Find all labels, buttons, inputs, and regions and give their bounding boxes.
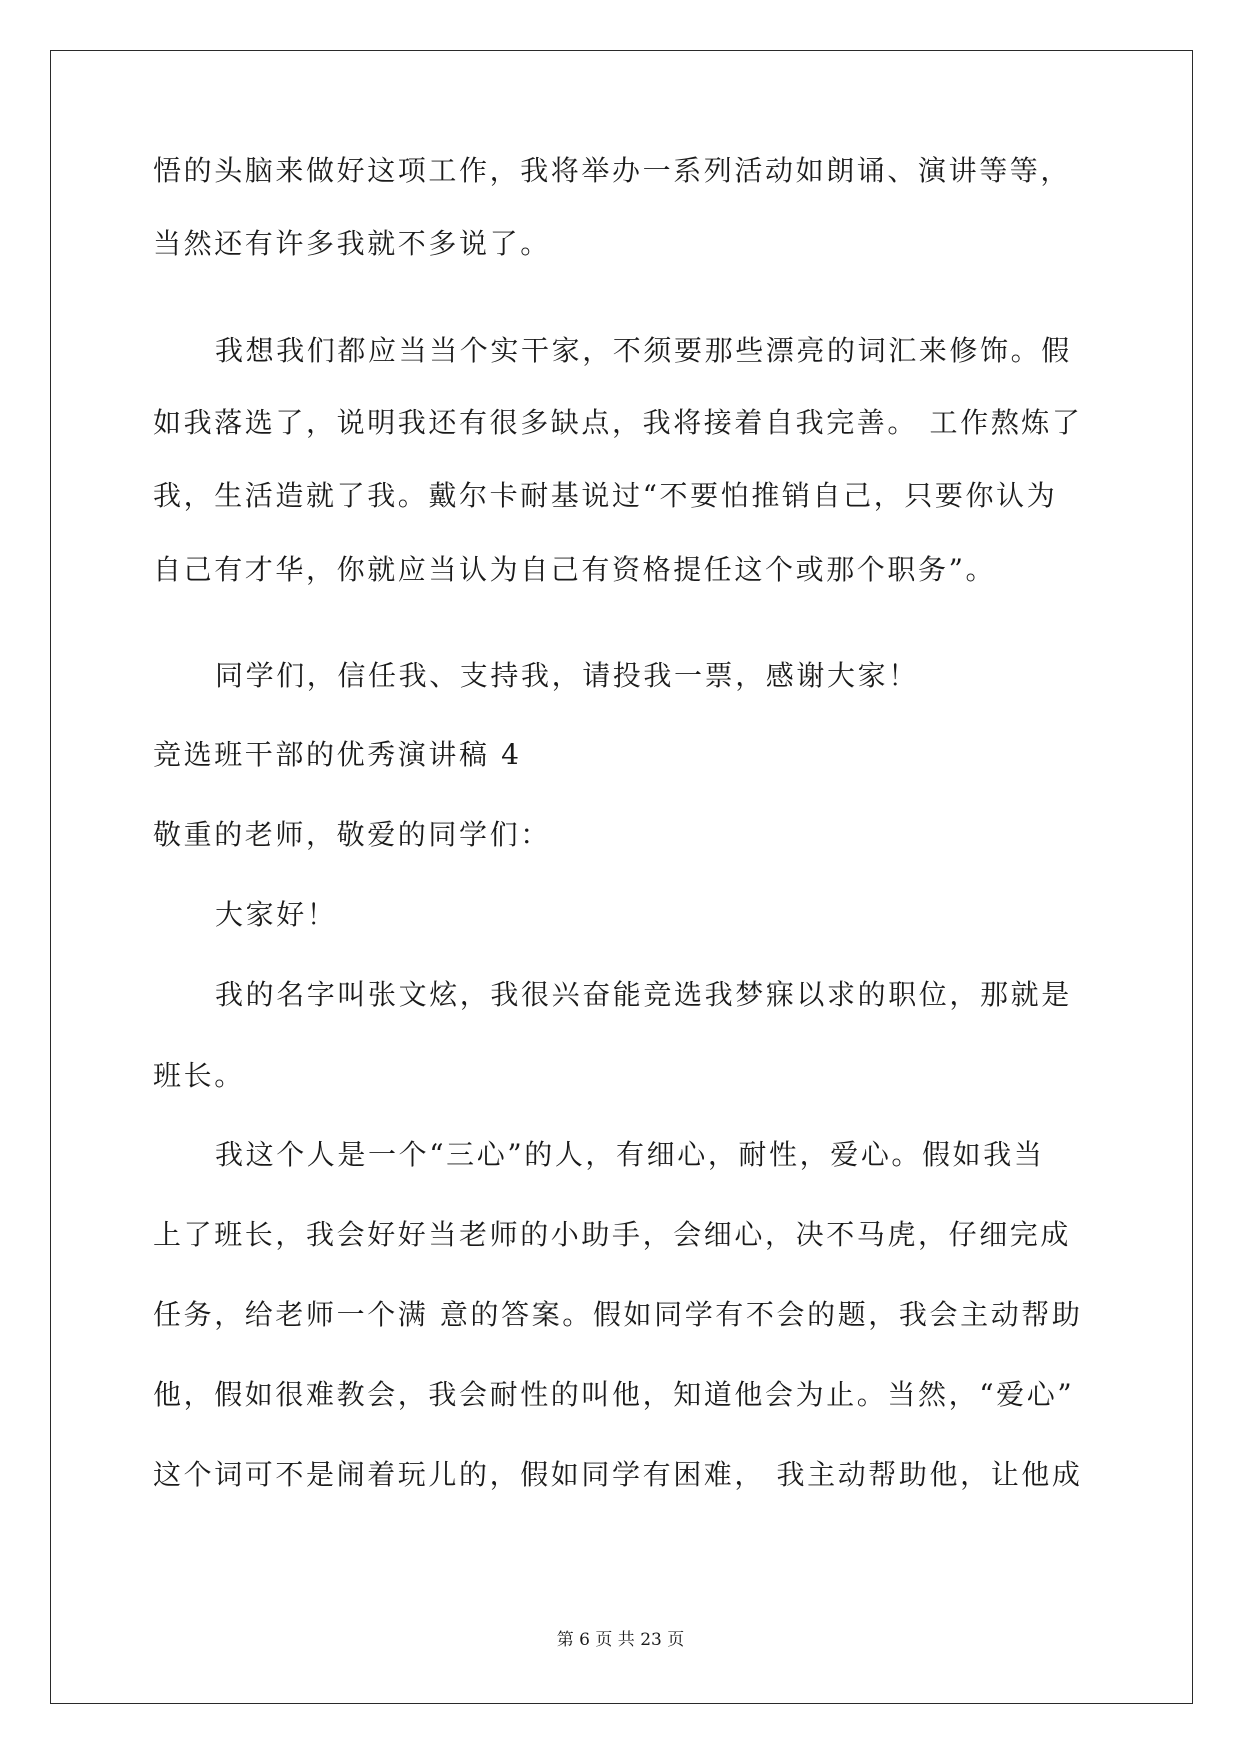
page-number-footer: 第 6 页 共 23 页	[556, 1630, 685, 1650]
text-line: 任务，给老师一个满 意的答案。假如同学有不会的题，我会主动帮助	[153, 1298, 1083, 1331]
paragraph-start-line: 同学们，信任我、支持我，请投我一票，感谢大家！	[215, 659, 919, 692]
text-line: 当然还有许多我就不多说了。	[153, 227, 551, 260]
text-line: 上了班长，我会好好当老师的小助手，会细心，决不马虎，仔细完成	[153, 1218, 1072, 1251]
greeting: 大家好！	[215, 898, 338, 931]
text-line: 如我落选了，说明我还有很多缺点，我将接着自我完善。 工作熬炼了	[153, 406, 1083, 439]
paragraph-start-line: 我的名字叫张文炫，我很兴奋能竞选我梦寐以求的职位，那就是	[215, 978, 1072, 1011]
text-line: 悟的头脑来做好这项工作，我将举办一系列活动如朗诵、演讲等等，	[153, 154, 1072, 187]
section-title: 竞选班干部的优秀演讲稿 4	[153, 738, 522, 771]
paragraph-start-line: 我想我们都应当当个实干家，不须要那些漂亮的词汇来修饰。假	[215, 334, 1072, 367]
text-line: 这个词可不是闹着玩儿的，假如同学有困难， 我主动帮助他，让他成	[153, 1458, 1083, 1491]
text-line: 他，假如很难教会，我会耐性的叫他，知道他会为止。当然，“爱心”	[153, 1378, 1075, 1411]
text-line: 我，生活造就了我。戴尔卡耐基说过“不要怕推销自己，只要你认为	[153, 479, 1058, 512]
salutation: 敬重的老师，敬爱的同学们：	[153, 818, 551, 851]
text-line: 班长。	[153, 1059, 245, 1092]
text-line: 自己有才华，你就应当认为自己有资格提任这个或那个职务”。	[153, 553, 997, 586]
paragraph-start-line: 我这个人是一个“三心”的人，有细心，耐性，爱心。假如我当	[215, 1138, 1045, 1171]
